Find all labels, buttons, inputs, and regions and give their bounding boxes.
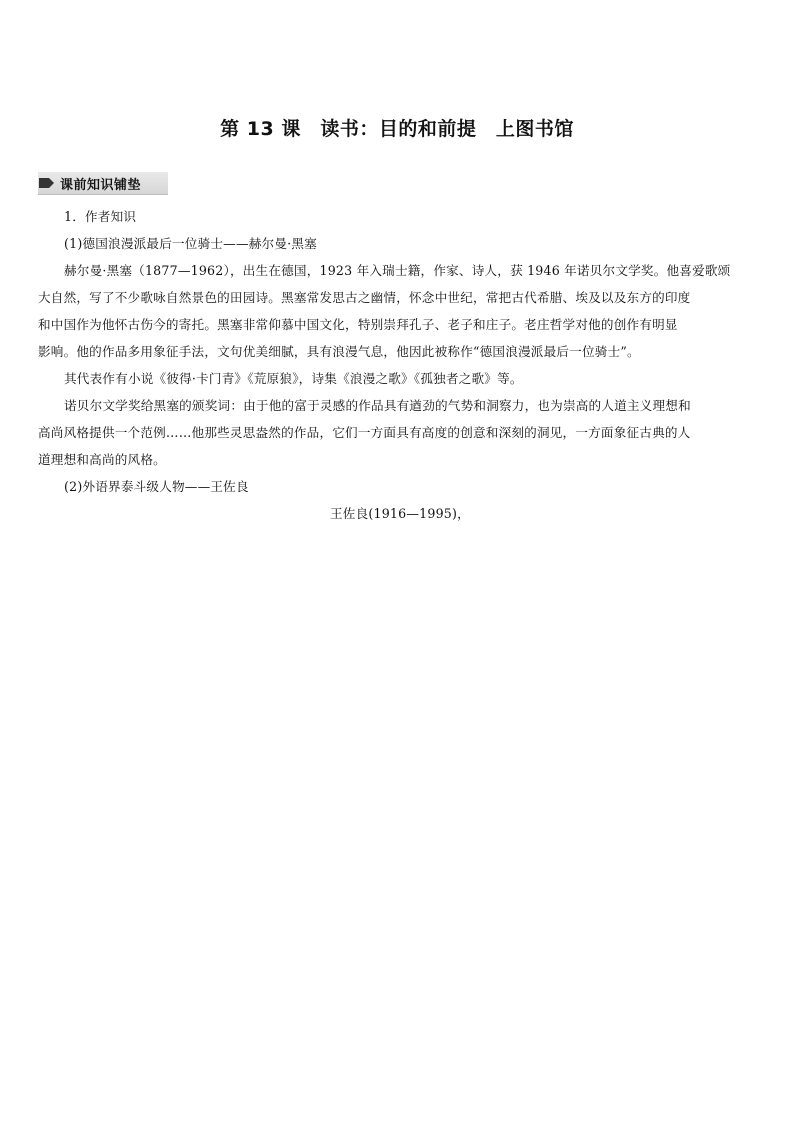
paragraph-line: 道理想和高尚的风格。 — [38, 452, 166, 467]
paragraph-line: 赫尔曼·黑塞（1877—1962），出生在德国，1923 年入瑞士籍，作家、诗人，获 1946 年诺贝尔文学奖。他喜爱歌颂 — [64, 263, 731, 278]
paragraph-line: 诺贝尔文学奖给黑塞的颁奖词：由于他的富于灵感的作品具有遒劲的气势和洞察力，也为崇高的人道主义理想和 — [64, 398, 691, 413]
page-title: 第 13 课 读书：目的和前提 上图书馆 — [220, 118, 574, 140]
document-body — [38, 0, 760, 1123]
section-label: 课前知识铺垫 — [60, 177, 142, 193]
paragraph-line: 高尚风格提供一个范例……他那些灵思盎然的作品，它们一方面具有高度的创意和深刻的洞见，一方面象征古典的人 — [38, 425, 691, 440]
paragraph-line: 影响。他的作品多用象征手法，文句优美细腻，具有浪漫气息，他因此被称作“德国浪漫派最后一位骑士”。 — [38, 344, 640, 359]
paragraph-wang-intro: 王佐良(1916—1995)， — [330, 506, 470, 521]
subheading-hesse: (1)德国浪漫派最后一位骑士——赫尔曼·黑塞 — [64, 236, 317, 251]
heading-author-knowledge: 1．作者知识 — [64, 209, 137, 224]
paragraph-line: 和中国作为他怀古伤今的寄托。黑塞非常仰慕中国文化，特别崇拜孔子、老子和庄子。老庄哲学对他的创作有明显 — [38, 317, 678, 332]
subheading-wang-zuoliang: (2)外语界泰斗级人物——王佐良 — [64, 479, 249, 494]
paragraph-works: 其代表作有小说《彼得·卡门青》《荒原狼》，诗集《浪漫之歌》《孤独者之歌》等。 — [64, 371, 523, 386]
paragraph-line: 大自然，写了不少歌咏自然景色的田园诗。黑塞常发思古之幽情，怀念中世纪，常把古代希腊、埃及以及东方的印度 — [38, 290, 691, 305]
